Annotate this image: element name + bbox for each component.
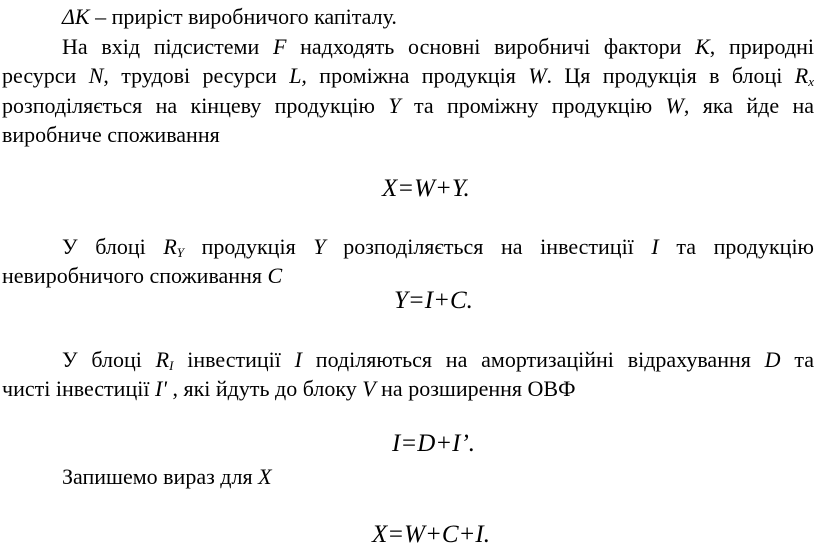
text-segment: виробниче споживання	[2, 122, 220, 147]
definition-delta-k	[62, 4, 397, 30]
symbol-w: W	[528, 63, 547, 88]
symbol-d: D	[764, 347, 781, 372]
equation-x-w-y: X=W+Y.	[382, 175, 470, 202]
text-segment: інвестиції	[173, 347, 295, 372]
symbol-c: C	[267, 263, 283, 288]
subscript-i: I	[169, 358, 174, 373]
paragraph-1-line-2	[2, 63, 814, 89]
symbol-r: R	[794, 63, 809, 88]
symbol-f: F	[272, 34, 287, 59]
symbol-y: Y	[313, 234, 326, 259]
symbol-k: К	[695, 34, 710, 59]
text-segment: У блоці	[62, 234, 164, 259]
paragraph-2-line-1	[62, 234, 814, 260]
symbol-i: I	[294, 347, 302, 372]
text-segment: чисті інвестиції	[2, 376, 155, 401]
symbol-r-i	[156, 347, 174, 372]
symbol-r-y	[163, 234, 184, 259]
equation-x-w-c-i: X=W+C+I.	[372, 521, 490, 548]
text-segment: та продукцію	[658, 234, 814, 259]
paragraph-1-line-3	[2, 93, 814, 119]
text-segment: . Ця продукція в блоці	[546, 63, 795, 88]
text-segment: надходять основні виробничі фактори	[286, 34, 696, 59]
text-segment: , природні	[709, 34, 814, 59]
equation-y-i-c: Y=I+C.	[394, 287, 473, 314]
symbol-y: Y	[388, 93, 401, 118]
symbol-r-x	[795, 63, 814, 88]
symbol-r: R	[155, 347, 170, 372]
paragraph-4	[62, 464, 272, 490]
text-segment: на розширення ОВФ	[375, 376, 576, 401]
text-segment: продукція	[184, 234, 314, 259]
equation-i-d-i-prime: I=D+I’.	[392, 430, 476, 457]
subscript-x: x	[808, 74, 814, 89]
paragraph-1-line-4	[2, 122, 220, 148]
symbol-i: I	[651, 234, 659, 259]
symbol-r: R	[163, 234, 177, 259]
symbol-i-prime: I'	[154, 376, 167, 401]
text-segment: – приріст виробничого капіталу.	[89, 4, 397, 29]
text-segment: поділяються на амортизаційні відрахування	[302, 347, 765, 372]
symbol-l: L,	[289, 63, 307, 88]
text-segment: , трудові ресурси	[103, 63, 290, 88]
text-segment: , яка йде на	[683, 93, 814, 118]
paragraph-3-line-1	[62, 347, 814, 373]
text-segment: проміжна продукція	[306, 63, 529, 88]
symbol-n: N	[88, 63, 104, 88]
text-segment: Запишемо вираз для	[62, 464, 259, 489]
text-segment: У блоці	[62, 347, 156, 372]
text-segment: та проміжну продукцію	[400, 93, 666, 118]
symbol-w: W	[665, 93, 684, 118]
paragraph-3-line-2	[2, 376, 575, 402]
text-segment: На вхід підсистеми	[62, 34, 273, 59]
paragraph-1-line-1	[62, 34, 814, 60]
symbol-v: V	[362, 376, 376, 401]
symbol-delta-k: ΔK	[62, 4, 90, 29]
subscript-y: Y	[176, 245, 185, 260]
symbol-x: X	[258, 464, 272, 489]
paragraph-2-line-2	[2, 263, 282, 289]
text-segment: ресурси	[2, 63, 89, 88]
text-segment: розподіляється на кінцеву продукцію	[2, 93, 389, 118]
text-segment: розподіляється на інвестиції	[325, 234, 652, 259]
text-segment: та	[780, 347, 814, 372]
text-segment: невиробничого споживання	[2, 263, 268, 288]
text-segment: , які йдуть до блоку	[166, 376, 363, 401]
